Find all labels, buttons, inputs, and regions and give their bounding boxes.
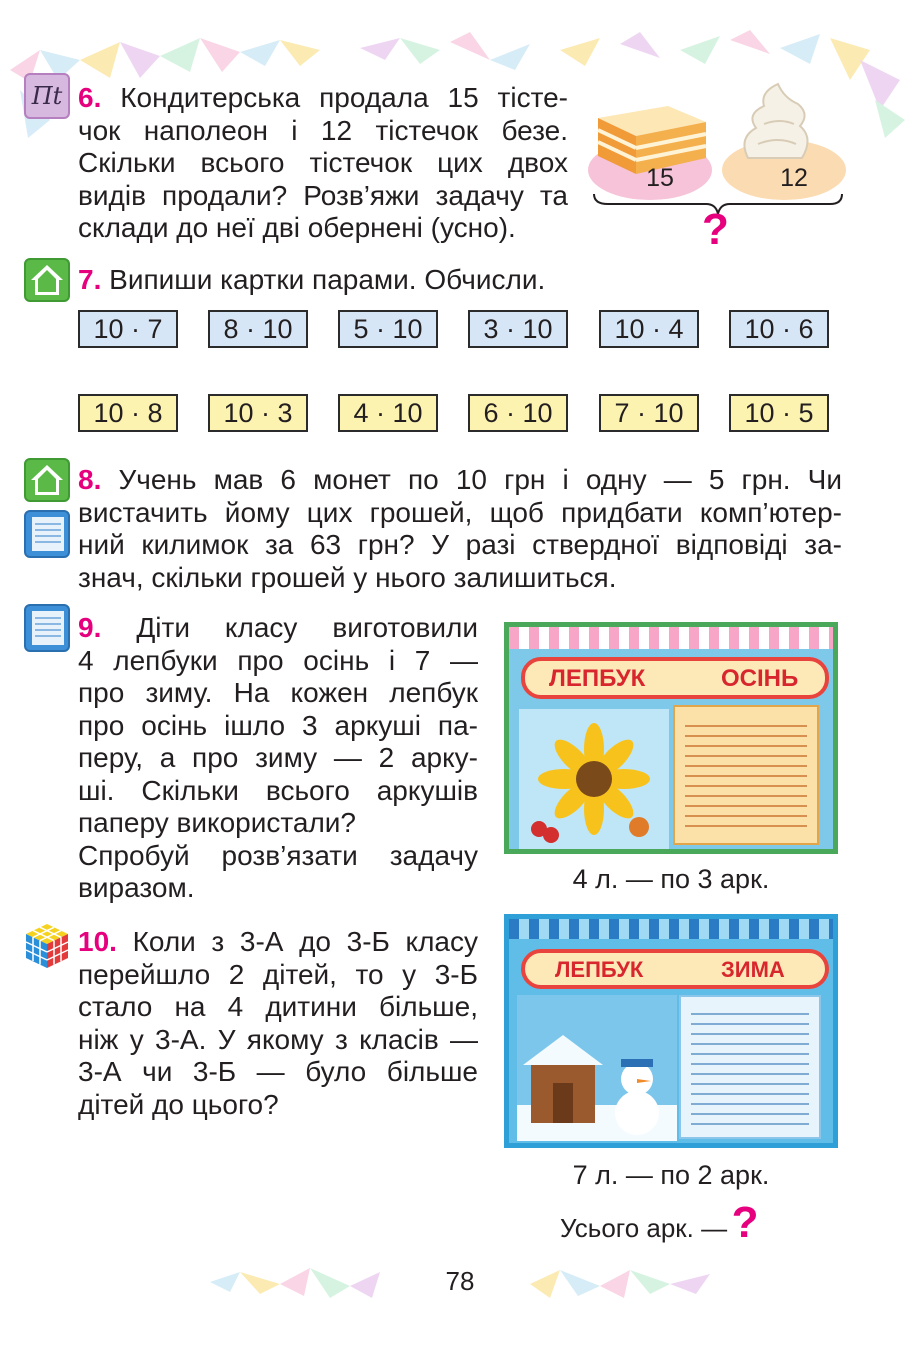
card-blue: 10 · 6 (729, 310, 829, 348)
winter-title-left: ЛЕПБУК (555, 957, 644, 982)
total-label: Усього арк. — (560, 1213, 728, 1243)
winter-title-right: ЗИМА (721, 957, 785, 982)
task10-line-5: 3-А чи 3-Б — було більше (78, 1056, 478, 1087)
autumn-title-left: ЛЕПБУК (549, 665, 646, 692)
pt-icon (24, 73, 70, 119)
task8-line-4: знач, скільки грошей у нього залишиться. (78, 561, 617, 593)
task8-text (78, 464, 842, 594)
sunflower-icon (519, 709, 669, 849)
task9-line-9: виразом. (78, 872, 195, 903)
home-glyph (26, 460, 68, 500)
card-yellow: 10 · 5 (729, 394, 829, 432)
card-blue: 3 · 10 (468, 310, 568, 348)
lapbook-autumn-image (504, 622, 838, 854)
snowman-house-icon (517, 995, 677, 1141)
task8-number: 8. (78, 464, 102, 495)
task9-line-3: про зиму. На кожен лепбук (78, 677, 478, 708)
task7-number: 7. (78, 264, 102, 295)
task6-line-2: чок наполеон і 12 тістечок безе. (78, 114, 568, 146)
task6-line-4: видів продали? Розв’яжи задачу та (78, 179, 568, 211)
task10-line-1: 10. Коли з 3-А до 3-Б класу (78, 926, 478, 957)
task7-instruction: Випиши картки парами. Обчисли. (109, 264, 546, 295)
card-yellow: 7 · 10 (599, 394, 699, 432)
task6-number: 6. (78, 82, 102, 113)
autumn-caption: 4 л. — по 3 арк. (572, 864, 770, 894)
card-blue: 10 · 7 (78, 310, 178, 348)
task8-line-2: вистачить йому цих грошей, щоб придбати комп’ютер- (78, 496, 842, 528)
task9-line-5: перу, а про зиму — 2 арку- (78, 742, 478, 773)
task10-line-2: перейшло 2 дітей, то у 3-Б (78, 958, 478, 990)
task9-line-6: ші. Скільки всього аркушів (78, 774, 478, 806)
task9-number: 9. (78, 612, 102, 643)
winter-caption: 7 л. — по 2 арк. (572, 1160, 770, 1190)
notebook-icon (24, 604, 70, 652)
page-number: 78 (445, 1266, 475, 1296)
card-yellow: 10 · 8 (78, 394, 178, 432)
task6-line-5: склади до неї дві обернені (усно). (78, 212, 516, 243)
card-yellow: 10 · 3 (208, 394, 308, 432)
task10-text (78, 926, 478, 1121)
card-blue: 8 · 10 (208, 310, 308, 348)
lapbook-winter-image (504, 914, 838, 1148)
task10-number: 10. (78, 926, 117, 957)
home-icon (24, 458, 70, 502)
pt-icon-letters: Пt (31, 82, 63, 110)
task9-line-2: 4 лепбуки про осінь і 7 — (78, 644, 478, 676)
task6-question-mark: ? (702, 205, 729, 254)
task6-line-3: Скільки всього тістечок цих двох (78, 147, 568, 178)
task9-text (78, 612, 478, 905)
task9-line-7: паперу використали? (78, 807, 357, 838)
task6-line-1: 6. Кондитерська продала 15 тісте- (78, 82, 569, 113)
notebook-icon (24, 510, 70, 558)
label-12: 12 (780, 164, 808, 192)
autumn-title-right: ОСІНЬ (721, 665, 799, 692)
task10-line-6: дітей до цього? (78, 1088, 279, 1120)
total-question-mark: ? (731, 1198, 759, 1247)
home-icon (24, 258, 70, 302)
task8-line-1: 8. Учень мав 6 монет по 10 грн і одну — 5 грн. Чи (78, 464, 842, 495)
task10-line-4: ніж у 3-А. У якому з класів — (78, 1023, 478, 1055)
card-yellow: 4 · 10 (338, 394, 438, 432)
card-blue: 10 · 4 (599, 310, 699, 348)
label-15: 15 (646, 164, 674, 192)
rubiks-cube-icon (24, 922, 70, 970)
task9-line-8: Спробуй розв’язати задачу (78, 839, 478, 871)
task8-line-3: ний килимок за 63 грн? У разі ствердної відповіді за- (78, 529, 842, 560)
total-line (560, 1198, 758, 1248)
task10-line-3: стало на 4 дитини більше, (78, 991, 478, 1022)
meringue-icon (744, 84, 807, 158)
task9-line-4: про осінь ішло 3 аркуші па- (78, 709, 478, 741)
home-glyph (26, 260, 68, 300)
task9-line-1: 9. Діти класу виготовили (78, 612, 479, 643)
card-blue: 5 · 10 (338, 310, 438, 348)
task7-text (78, 264, 545, 297)
task6-text (78, 82, 568, 245)
card-yellow: 6 · 10 (468, 394, 568, 432)
